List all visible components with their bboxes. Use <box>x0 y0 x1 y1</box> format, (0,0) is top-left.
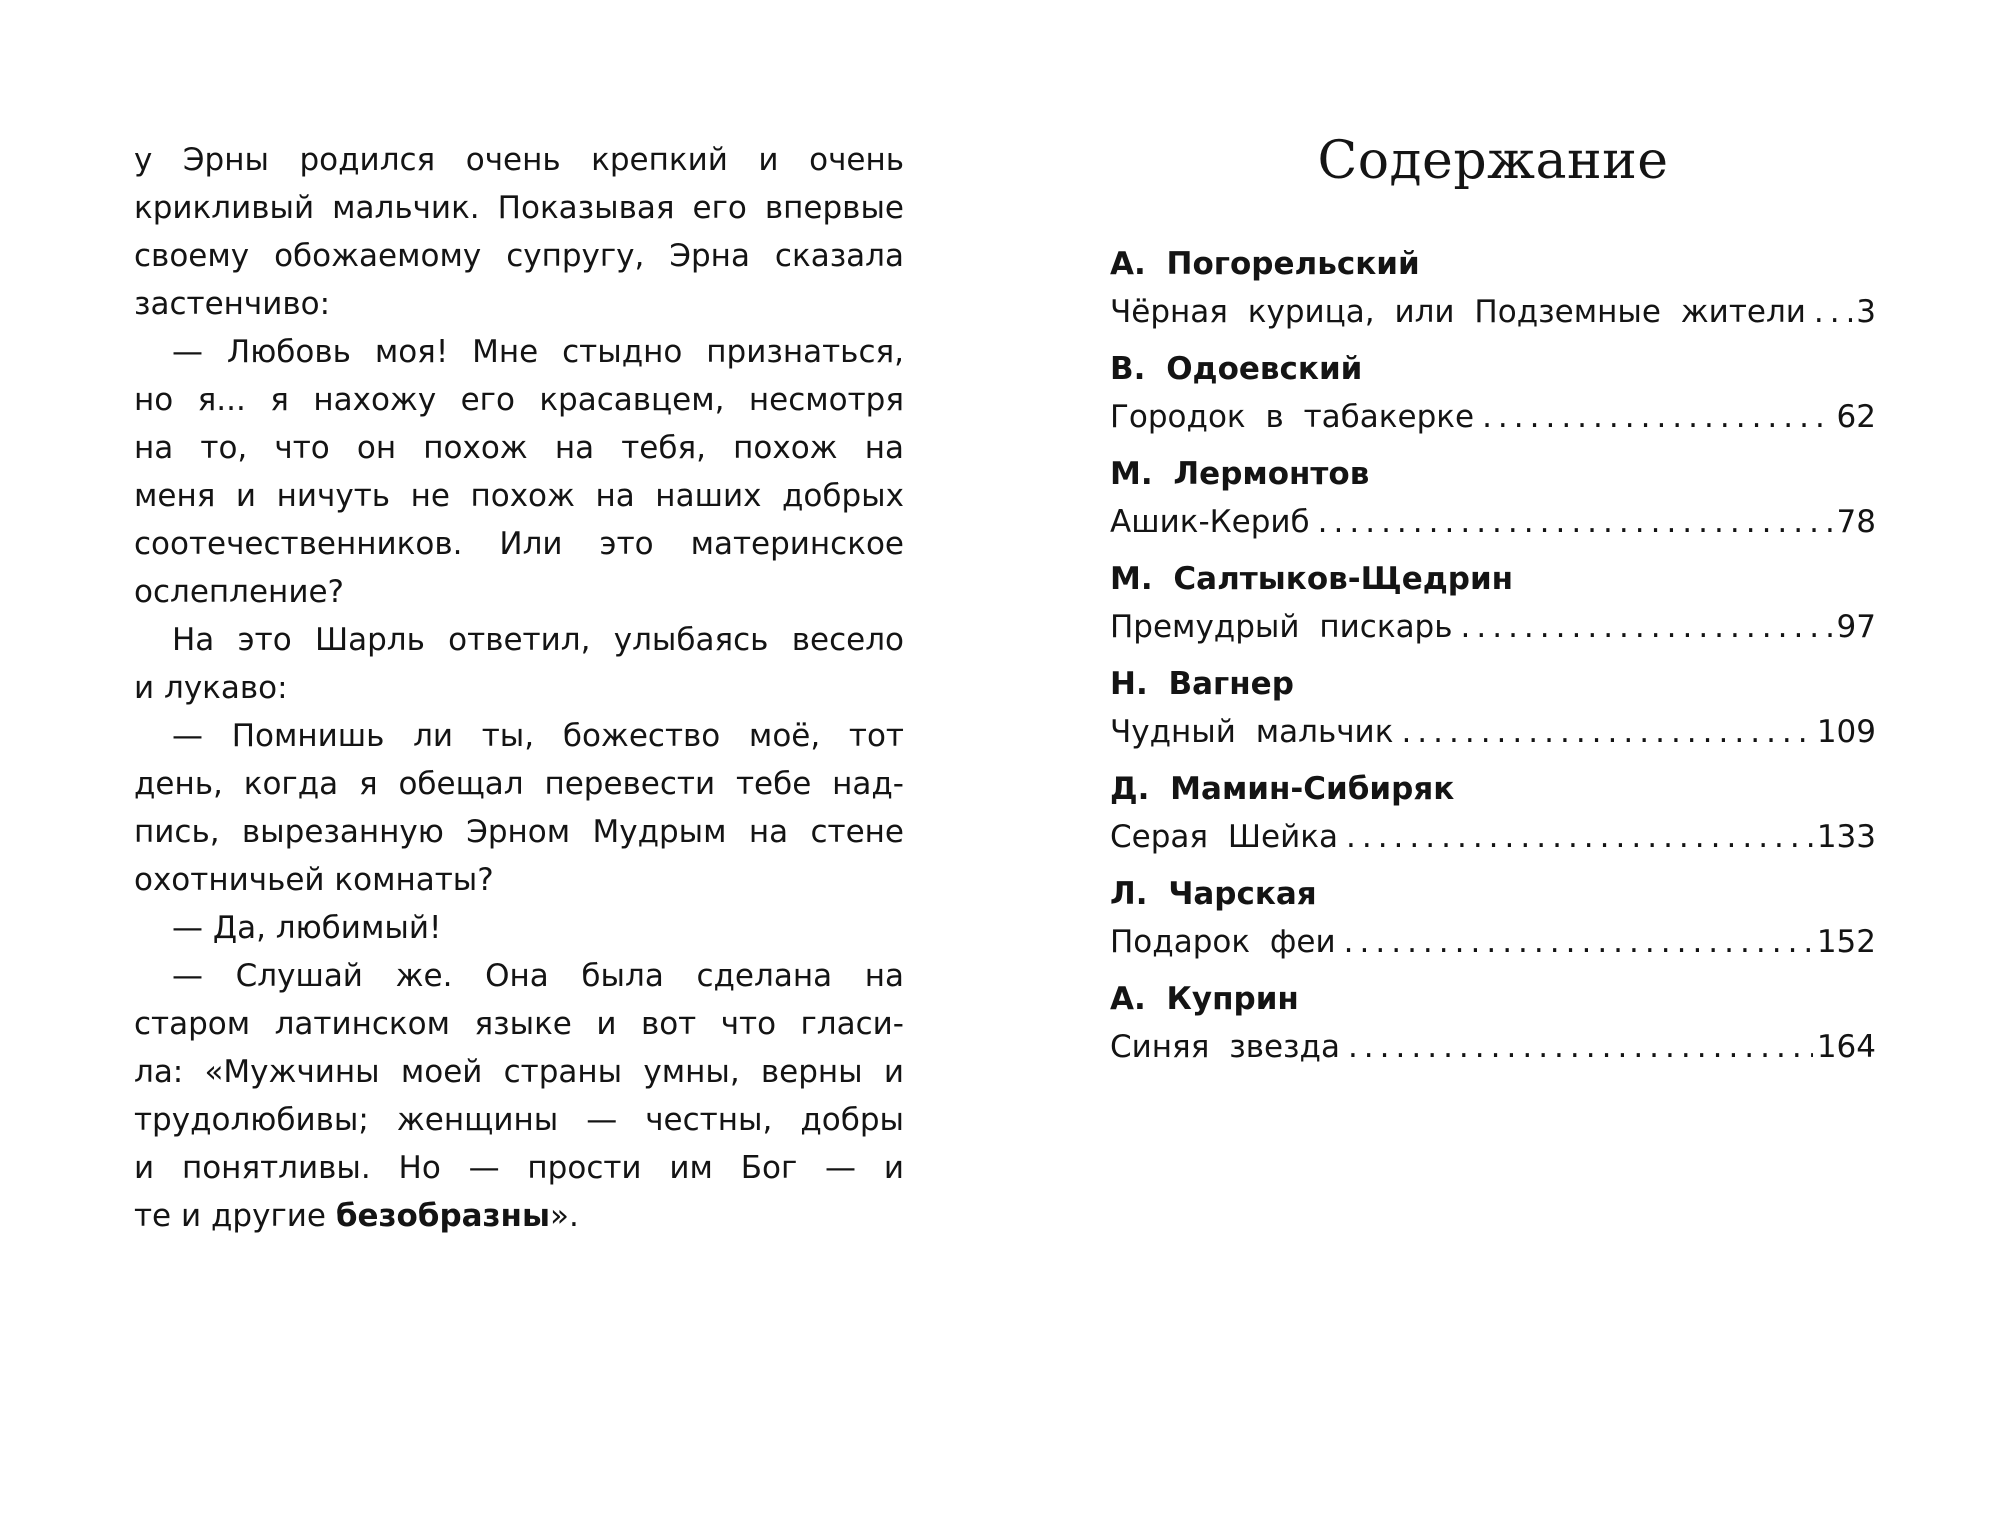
toc-page-number: 97 <box>1836 609 1876 645</box>
text-line: ла: «Мужчины моей страны умны, верны и <box>134 1054 904 1090</box>
toc-leader-dots <box>1346 813 1813 861</box>
toc-entry <box>1110 708 1876 756</box>
text-line: старом латинском языке и вот что гласи- <box>134 1006 904 1042</box>
text-line: но я... я нахожу его красавцем, несмотря <box>134 382 904 418</box>
toc-work-title: Серая Шейка <box>1110 819 1338 855</box>
left-page-text <box>134 136 904 1240</box>
text-line: день, когда я обещал перевести тебе над- <box>134 766 904 802</box>
toc-page-number: 133 <box>1816 819 1876 855</box>
toc-entry <box>1110 918 1876 966</box>
text-line: ослепление? <box>134 574 344 610</box>
text-line: на то, что он похож на тебя, похож на <box>134 430 904 466</box>
toc-leader-dots <box>1461 603 1833 651</box>
toc-list <box>1110 240 1876 1071</box>
toc-author: А. Погорельский <box>1110 246 1420 282</box>
toc-leader-dots <box>1482 393 1832 441</box>
toc-work-title: Чудный мальчик <box>1110 714 1394 750</box>
toc-leader-dots <box>1318 498 1833 546</box>
toc-page-number: 62 <box>1836 399 1876 435</box>
toc-leader-dots <box>1401 708 1812 756</box>
toc-work-title: Премудрый пискарь <box>1110 609 1453 645</box>
text-line: меня и ничуть не похож на наших добрых <box>134 478 904 514</box>
toc-entry <box>1110 603 1876 651</box>
toc-page-number: 3 <box>1856 294 1876 330</box>
toc-author: М. Лермонтов <box>1110 456 1370 492</box>
text-line: — Да, любимый! <box>172 910 442 946</box>
toc-page-number: 109 <box>1816 714 1876 750</box>
text-line: пись, вырезанную Эрном Мудрым на стене <box>134 814 904 850</box>
text-line: крикливый мальчик. Показывая его впервые <box>134 190 904 226</box>
toc-page-number: 78 <box>1836 504 1876 540</box>
text-line: — Любовь моя! Мне стыдно признаться, <box>172 334 904 370</box>
toc-entry <box>1110 813 1876 861</box>
toc-author: А. Куприн <box>1110 981 1299 1017</box>
final-line-end: ». <box>550 1198 579 1234</box>
toc-work-title: Чёрная курица, или Подземные жители <box>1110 294 1806 330</box>
table-of-contents <box>1110 126 1876 1080</box>
text-line: На это Шарль ответил, улыбаясь весело <box>172 622 904 658</box>
text-line: соотечественников. Или это материнское <box>134 526 904 562</box>
toc-leader-dots <box>1344 918 1813 966</box>
toc-page-number: 152 <box>1816 924 1876 960</box>
body-text <box>134 136 904 1192</box>
text-line: охотничьей комнаты? <box>134 862 494 898</box>
toc-author: Н. Вагнер <box>1110 666 1294 702</box>
toc-author: Л. Чарская <box>1110 876 1317 912</box>
text-line: — Помнишь ли ты, божество моё, тот <box>172 718 904 754</box>
toc-work-title: Подарок феи <box>1110 924 1336 960</box>
toc-page-number: 164 <box>1816 1029 1876 1065</box>
final-line <box>134 1192 904 1240</box>
text-line: и лукаво: <box>134 670 288 706</box>
text-line: и понятливы. Но — прости им Бог — и <box>134 1150 904 1186</box>
text-line: — Слушай же. Она была сделана на <box>172 958 904 994</box>
toc-entry <box>1110 1023 1876 1071</box>
toc-leader-dots <box>1814 288 1852 336</box>
bold-word: безобразны <box>335 1198 551 1234</box>
toc-author: Д. Мамин-Сибиряк <box>1110 771 1455 807</box>
toc-author: М. Салтыков-Щедрин <box>1110 561 1514 597</box>
toc-entry <box>1110 288 1876 336</box>
text-line: застенчиво: <box>134 286 331 322</box>
toc-entry <box>1110 393 1876 441</box>
toc-work-title: Городок в табакерке <box>1110 399 1475 435</box>
toc-entry <box>1110 498 1876 546</box>
toc-title: Содержание <box>1317 131 1669 191</box>
final-line-start: те и другие <box>134 1198 336 1234</box>
toc-author: В. Одоевский <box>1110 351 1363 387</box>
text-line: своему обожаемому супругу, Эрна сказала <box>134 238 904 274</box>
toc-work-title: Ашик-Кериб <box>1110 504 1310 540</box>
text-line: трудолюбивы; женщины — честны, добры <box>134 1102 904 1138</box>
toc-leader-dots <box>1348 1023 1813 1071</box>
text-line: у Эрны родился очень крепкий и очень <box>134 142 904 178</box>
toc-work-title: Синяя звезда <box>1110 1029 1340 1065</box>
